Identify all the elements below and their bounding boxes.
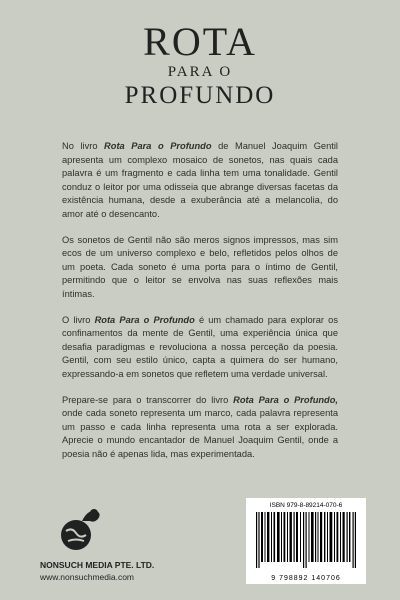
title-line-3: PROFUNDO [124,82,276,109]
publisher-block [40,505,200,582]
paragraph-3: O livro Rota Para o Profundo é um chamado para explorar os confinamentos da mente de Gentil, uma experiência única que desafia paradigmas e revoluciona a nossa perceção da poesia. Gentil, com seu estilo único, capta a quimera do ser humano, expressando-a em sonetos que refletem uma verdade universal. [62,314,338,379]
book-title [0,20,400,110]
barcode [246,498,366,584]
publisher-website: www.nonsuchmedia.com [40,572,135,582]
title-line-2: PARA O [167,64,233,80]
monkey-globe-logo-icon [52,505,104,553]
synopsis [62,140,338,473]
isbn-label: ISBN 979-8-89214-070-6 [269,502,343,509]
title-line-1: ROTA [143,19,257,64]
paragraph-1: No livro Rota Para o Profundo de Manuel Joaquim Gentil apresenta um complexo mosaico de sonetos, nas quais cada palavra é um fragmento e cada linha tem uma tonalidade. Gentil conduz o leitor por uma odisseia que abrange diversas facetas da existência humana, desde a exuberância até a melancolia, do amor até o desencanto. [62,141,338,219]
barcode-number: 9 798892 140706 [271,575,341,582]
barcode-bars [256,512,356,568]
paragraph-2: Os sonetos de Gentil não são meros signos impressos, mas sim ecos de um universo complexo e belo, refletidos pelos olhos de um poeta. Cada soneto é uma porta para o íntimo de Gentil, permitindo que o leitor se envolva nas suas reflexões mais íntimas. [62,234,338,299]
paragraph-4: Prepare-se para o transcorrer do livro Rota Para o Profundo, onde cada soneto representa um marco, cada palavra representa um passo e cada linha representa uma rota a ser explorada. Aprecie o mundo encantador de Manuel Joaquim Gentil, onde a poesia não é apenas lida, mas experimentada. [62,394,338,459]
publisher-name: NONSUCH MEDIA PTE. LTD. [40,560,155,570]
